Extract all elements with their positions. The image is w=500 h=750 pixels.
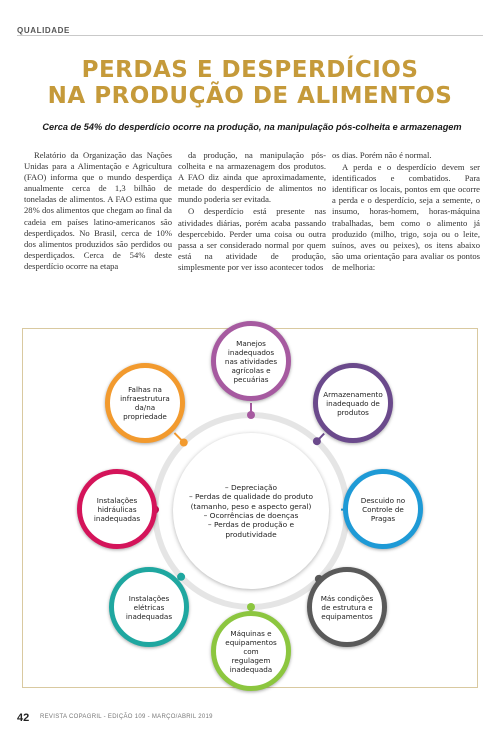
page-number: 42 <box>17 712 30 724</box>
center-item: – Ocorrências de doenças <box>203 511 299 520</box>
diagram-center <box>173 433 329 589</box>
paragraph: A perda e o desperdício devem ser identificados e combatidos. Para identificar os locais, pontos em que ocorre a perda e o desperdício, seja a semente, o insumo, horas-homem, horas-máquina trabalhadas, bem como o alimento já produzido (milho, trigo, soja ou o leite, suínos, aves ou peixes), os itens abaixo são uma orientação para avaliar os pontos de melhoria: <box>332 162 480 272</box>
center-item: – Perdas de qualidade do produto (tamanho, peso e aspecto geral) <box>189 492 313 511</box>
node-estrutura <box>307 567 387 647</box>
node-eletricas <box>109 567 189 647</box>
node-armazenamento <box>313 363 393 443</box>
node-hidraulicas <box>77 469 157 549</box>
body-column-2 <box>178 150 326 273</box>
node-label: Instalações hidráulicas inadequadas <box>93 495 141 523</box>
node-label: Más condições de estrutura e equipamentos <box>320 593 374 621</box>
node-label: Instalações elétricas inadequadas <box>125 593 173 621</box>
article-title-line2: NA PRODUÇÃO DE ALIMENTOS <box>47 83 453 109</box>
connector-dot <box>313 437 321 445</box>
connector-dot <box>247 411 255 419</box>
center-item: – Perdas de produção e produtividade <box>207 520 295 539</box>
top-divider <box>17 35 483 36</box>
node-label: Descuido no Controle de Pragas <box>360 495 406 523</box>
node-label: Manejos inadequados nas atividades agrícolas e pecuárias <box>224 338 278 384</box>
connector-dot <box>247 603 255 611</box>
node-manejos <box>211 321 291 401</box>
node-label: Falhas na infraestrutura da/na propriedade <box>120 385 170 421</box>
paragraph: os dias. Porém não é normal. <box>332 150 432 160</box>
connector-dot <box>180 438 188 446</box>
paragraph: O desperdício está presente nas atividades diárias, porém acaba passando despercebido. Perder uma coisa ou outra passa a ser considerado normal por quem está na atividade de produção, simplesmente por ver isso acontecer todos <box>178 206 326 272</box>
paragraph: da produção, na manipulação pós-colheita e na armazenagem dos produtos. A FAO diz ainda que aproximadamente, metade do desperdício de alimentos no mundo poderia ser evitada. <box>178 150 326 205</box>
footer-text: REVISTA COPAGRIL - EDIÇÃO 109 - MARÇO/ABRIL 2019 <box>40 714 213 720</box>
node-label: Máquinas e equipamentos com regulagem inadequada <box>225 628 277 674</box>
node-maquinas <box>211 611 291 691</box>
article-subtitle: Cerca de 54% do desperdício ocorre na produção, na manipulação pós-colheita e armazenagem <box>42 122 462 132</box>
node-pragas <box>343 469 423 549</box>
node-infraestrutura <box>105 363 185 443</box>
article-title-line1: PERDAS E DESPERDÍCIOS <box>81 57 419 83</box>
center-item: – Depreciação <box>224 482 278 492</box>
section-label: QUALIDADE <box>17 26 70 35</box>
node-label: Armazenamento inadequado de produtos <box>323 389 383 417</box>
body-column-3 <box>332 150 480 273</box>
paragraph: Relatório da Organização das Nações Unidas para a Alimentação e Agricultura (FAO) informa que o mundo desperdiça anualmente cerca de 1,3 bilhão de toneladas de alimentos. A FAO estima que 28% dos alimentos que chegam ao final da cadeia em países latino-americanos são desperdiçados. No Brasil, cerca de 10% dos alimentos produzidos são perdidos ou desperdiçados. Cerca de 54% deste desperdício ocorre na etapa <box>24 150 172 271</box>
body-column-1 <box>24 150 172 272</box>
loss-causes-diagram <box>22 328 478 688</box>
